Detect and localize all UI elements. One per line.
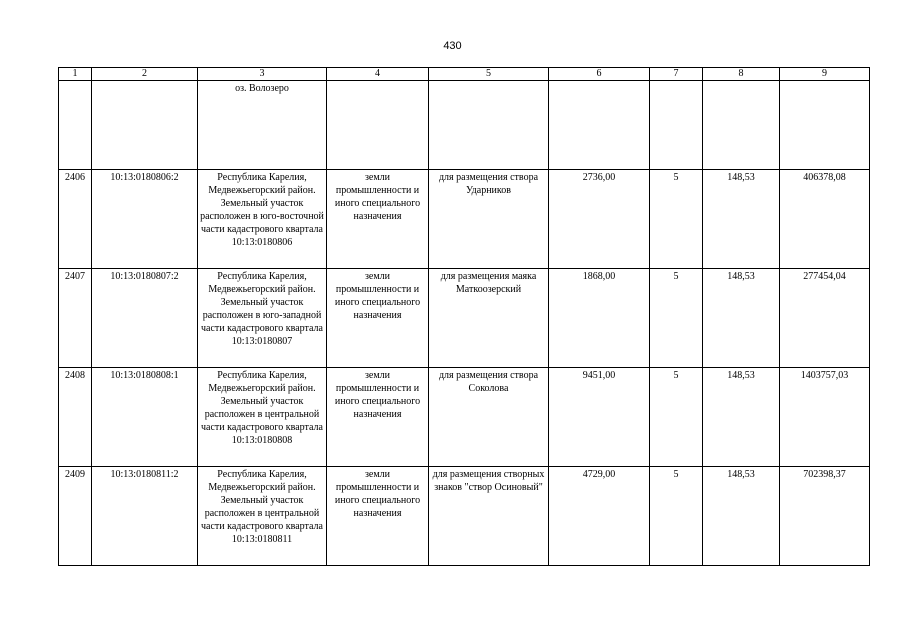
cadastral-number-cell: 10:13:0180811:2	[92, 467, 198, 566]
table-cell: оз. Волозеро	[198, 81, 327, 170]
location-cell: Республика Карелия, Медвежьегорский район. Земельный участок расположен в центральной части кадастрового квартала 10:13:0180811	[198, 467, 327, 566]
row-number-cell: 2409	[59, 467, 92, 566]
land-category-cell: земли промышленности и иного специального назначения	[327, 368, 429, 467]
page-number: 430	[443, 40, 462, 52]
column-7-cell: 5	[650, 467, 703, 566]
column-header: 1	[59, 68, 92, 81]
permitted-use-cell: для размещения створных знаков "створ Осиновый"	[429, 467, 549, 566]
column-header: 6	[549, 68, 650, 81]
rate-cell: 148,53	[703, 170, 780, 269]
row-number-cell: 2407	[59, 269, 92, 368]
column-header: 4	[327, 68, 429, 81]
table-cell	[429, 81, 549, 170]
table-row	[59, 467, 870, 566]
permitted-use-cell: для размещения маяка Маткоозерский	[429, 269, 549, 368]
cadastral-number-cell: 10:13:0180807:2	[92, 269, 198, 368]
table-cell	[549, 81, 650, 170]
row-number-cell: 2406	[59, 170, 92, 269]
total-value-cell: 406378,08	[780, 170, 870, 269]
total-value-cell: 277454,04	[780, 269, 870, 368]
column-header: 3	[198, 68, 327, 81]
land-category-cell: земли промышленности и иного специального назначения	[327, 170, 429, 269]
rate-cell: 148,53	[703, 269, 780, 368]
row-number-cell: 2408	[59, 368, 92, 467]
area-cell: 4729,00	[549, 467, 650, 566]
table-cell	[327, 81, 429, 170]
column-header: 7	[650, 68, 703, 81]
area-cell: 2736,00	[549, 170, 650, 269]
rate-cell: 148,53	[703, 467, 780, 566]
area-cell: 9451,00	[549, 368, 650, 467]
table-row	[59, 368, 870, 467]
continuation-row	[59, 81, 870, 170]
cadastral-number-cell: 10:13:0180806:2	[92, 170, 198, 269]
permitted-use-cell: для размещения створа Ударников	[429, 170, 549, 269]
total-value-cell: 1403757,03	[780, 368, 870, 467]
location-cell: Республика Карелия, Медвежьегорский район. Земельный участок расположен в юго-восточной части кадастрового квартала 10:13:0180806	[198, 170, 327, 269]
column-7-cell: 5	[650, 170, 703, 269]
column-7-cell: 5	[650, 269, 703, 368]
table-row	[59, 170, 870, 269]
rate-cell: 148,53	[703, 368, 780, 467]
table-cell	[780, 81, 870, 170]
column-header: 8	[703, 68, 780, 81]
table-cell	[703, 81, 780, 170]
area-cell: 1868,00	[549, 269, 650, 368]
column-header: 5	[429, 68, 549, 81]
column-header: 2	[92, 68, 198, 81]
table-cell	[59, 81, 92, 170]
column-number-header-row	[59, 68, 870, 81]
column-header: 9	[780, 68, 870, 81]
location-cell: Республика Карелия, Медвежьегорский район. Земельный участок расположен в центральной части кадастрового квартала 10:13:0180808	[198, 368, 327, 467]
table-cell	[650, 81, 703, 170]
table-row	[59, 269, 870, 368]
land-category-cell: земли промышленности и иного специального назначения	[327, 467, 429, 566]
land-registry-table	[58, 67, 870, 566]
total-value-cell: 702398,37	[780, 467, 870, 566]
cadastral-number-cell: 10:13:0180808:1	[92, 368, 198, 467]
column-7-cell: 5	[650, 368, 703, 467]
permitted-use-cell: для размещения створа Соколова	[429, 368, 549, 467]
location-cell: Республика Карелия, Медвежьегорский район. Земельный участок расположен в юго-западной части кадастрового квартала 10:13:0180807	[198, 269, 327, 368]
table-cell	[92, 81, 198, 170]
land-category-cell: земли промышленности и иного специального назначения	[327, 269, 429, 368]
